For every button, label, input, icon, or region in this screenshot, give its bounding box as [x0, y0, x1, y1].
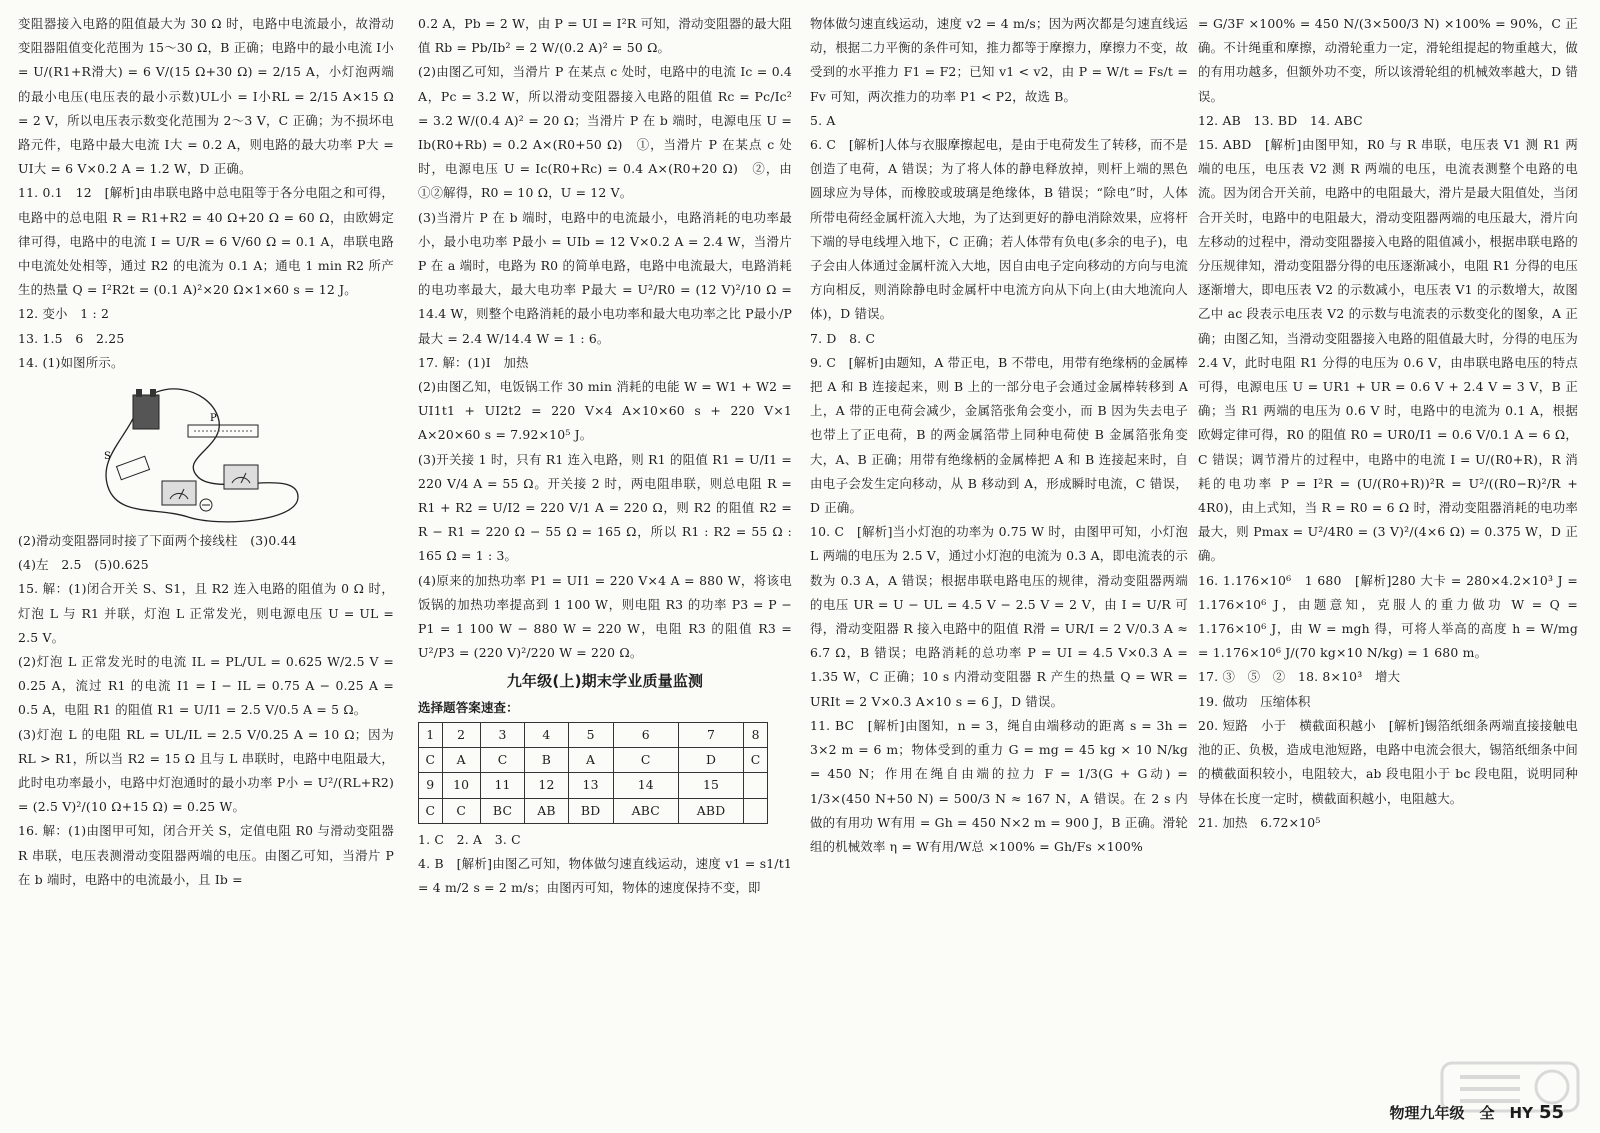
- table-cell: C: [442, 798, 480, 823]
- answer-6: 6. C [解析]人体与衣服摩擦起电，是由于电荷发生了转移，而不是创造了电荷，A 错误；为了将人体的静电释放掉，则杆上端的黑色圆球应为导体，而橡胶或玻璃是绝缘体，B 错误；“除电”时，人体所带电荷经金属杆流入大地，为了达到更好的静电消除效果，应将杆下端的导电线埋入地下，C 正确；若人体带有负电(多余的电子)，电子会由人体通过金属杆流入大地，因自由电子定向移动的方向与电流方向相反，则消除静电时金属杆中电流方向从下向上(由大地流向人体)，D 错误。: [810, 137, 1188, 322]
- table-cell: 10: [442, 773, 480, 798]
- answer-key-table: [418, 722, 768, 824]
- table-row: [419, 773, 768, 798]
- answer-4: 4. B [解析]由图乙可知，物体做匀速直线运动，速度 v1 = s1/t1 = 4 m/2 s = 2 m/s；由图丙可知，物体的速度保持不变，即: [418, 855, 792, 896]
- answer-12-14: 12. AB 13. BD 14. ABC: [1198, 112, 1363, 128]
- answer-16-1: 16. 解：(1)由图甲可知，闭合开关 S，定值电阻 R0 与滑动变阻器 R 串联，电压表测滑动变阻器两端的电压。由图乙可知，当滑片 P 在 b 端时，电路中的电流最小，且 Ib =: [18, 823, 394, 887]
- table-row: [419, 748, 768, 773]
- page-number: 55: [1538, 1102, 1564, 1123]
- circuit-diagram-icon: [98, 377, 318, 527]
- table-row: [419, 722, 768, 747]
- footer-label: 物理九年级 全 HY: [1389, 1104, 1533, 1122]
- answer-14-4: (4)左 2.5 (5)0.625: [18, 557, 149, 573]
- text-column-1: [18, 12, 394, 1092]
- answer-14-2: (2)滑动变阻器同时接了下面两个接线柱 (3)0.44: [18, 533, 297, 549]
- table-cell: 12: [525, 773, 568, 798]
- table-cell: A: [568, 748, 613, 773]
- table-row: [419, 798, 768, 823]
- answer-5: 5. A: [810, 112, 836, 128]
- label-s: S: [104, 451, 112, 463]
- table-cell: BD: [568, 798, 613, 823]
- paragraph: 物体做匀速直线运动，速度 v2 = 4 m/s；因为两次都是匀速直线运动，根据二力平衡的条件可知，推力都等于摩擦力，摩擦力不变，故受到的水平推力 F1 = F2；已知 v1 < v2，由 P = W/t = Fs/t = Fv 可知，两次推力的功率 P1 < P2，故选 B。: [810, 16, 1188, 104]
- table-cell: C: [419, 748, 443, 773]
- answer-11: 11. BC [解析]由图知，n = 3，绳自由端移动的距离 s = 3h = 3×2 m = 6 m；物体受到的重力 G = mg = 45 kg × 10 N/kg = 450 N；作用在绳自由端的拉力 F = 1/3(G + G动) = 1/3×(450 N+50 N) = 500/3 N ≈ 167 N，A 错误。在 2 s 内做的有用功 W有用 = Gh = 450 N×2 m = 900 J，B 正确。滑轮组的机械效率 η = W有用/W总 ×100% = Gh/Fs ×100%: [810, 717, 1188, 854]
- table-cell: 11: [480, 773, 525, 798]
- answer-10: 10. C [解析]当小灯泡的功率为 0.75 W 时，由图甲可知，小灯泡 L 两端的电压为 2.5 V，通过小灯泡的电流为 0.3 A，即电流表的示数为 0.3 A，A 错误；根据串联电路电压的规律，滑动变阻器两端的电压 UR = U − UL = 4.5 V − 2.5 V = 2 V，由 I = U/R 可得，滑动变阻器 R 接入电路中的阻值 R滑 = UR/I = 2 V/0.3 A ≈ 6.7 Ω，B 错误；电路消耗的总功率 P = UI = 4.5 V×0.3 A = 1.35 W，C 正确；10 s 内滑动变阻器 R 产生的热量 Q = WR = URIt = 2 V×0.3 A×10 s = 6 J，D 错误。: [810, 524, 1188, 709]
- table-cell: 14: [613, 773, 678, 798]
- answer-17-4: (4)原来的加热功率 P1 = UI1 = 220 V×4 A = 880 W，将该电饭锅的加热功率提高到 1 100 W，则电阻 R3 的功率 P3 = P − P1 = 1 100 W − 880 W = 220 W，电阻 R3 的阻值 R3 = U²/P3 = (220 V)²/220 W = 220 Ω。: [418, 572, 792, 661]
- answer-16: 16. 1.176×10⁶ 1 680 [解析]280 大卡 = 280×4.2×10³ J = 1.176×10⁶ J，由题意知，克服人的重力做功 W = Q = 1.176×10⁶ J，由 W = mgh 得，可将人举高的高度 h = W/mg = 1.176×10⁶ J/(70 kg×10 N/kg) = 1 680 m。: [1198, 572, 1578, 661]
- answer-15-2: (2)灯泡 L 正常发光时的电流 IL = PL/UL = 0.625 W/2.5 V = 0.25 A，流过 R1 的电流 I1 = I − IL = 0.75 A − 0.25 A = 0.5 A，电阻 R1 的阻值 R1 = U/I1 = 2.5 V/0.5 A = 5 Ω。: [18, 654, 394, 718]
- table-cell: 13: [568, 773, 613, 798]
- table-cell: C: [419, 798, 443, 823]
- table-cell: D: [678, 748, 744, 773]
- table-cell: 2: [442, 722, 480, 747]
- text-column-3: [810, 12, 1188, 1092]
- table-cell: BC: [480, 798, 525, 823]
- paragraph: = G/3F ×100% = 450 N/(3×500/3 N) ×100% = 90%，C 正确。不计绳重和摩擦，动滑轮重力一定，滑轮组提起的物重越大，做的有用功越多，但额外功不变，所以该滑轮组的机械效率越大，D 错误。: [1198, 16, 1578, 104]
- answer-17-18: 17. ③ ⑤ ② 18. 8×10³ 增大: [1198, 669, 1401, 685]
- table-cell: B: [525, 748, 568, 773]
- answer-7-8: 7. D 8. C: [810, 330, 876, 346]
- table-cell: AB: [525, 798, 568, 823]
- table-cell: 8: [744, 722, 768, 747]
- table-cell: 7: [678, 722, 744, 747]
- table-cell: [744, 798, 768, 823]
- table-cell: 4: [525, 722, 568, 747]
- answer-21: 21. 加热 6.72×10⁵: [1198, 814, 1321, 830]
- table-cell: 6: [613, 722, 678, 747]
- table-cell: A: [442, 748, 480, 773]
- table-cell: ABC: [613, 798, 678, 823]
- table-cell: 1: [419, 722, 443, 747]
- table-cell: 3: [480, 722, 525, 747]
- answer-9: 9. C [解析]由题知，A 带正电，B 不带电，用带有绝缘柄的金属棒把 A 和 B 连接起来，则 B 上的一部分电子会通过金属棒转移到 A 上，A 带的正电荷会减少，金属箔张角会变小，而 B 因为失去电子也带上了正电荷，B 的两金属箔带上同种电荷使 B 金属箔张角变大，A、B 正确；用带有绝缘柄的金属棒把 A 和 B 连接起来时，自由电子会发生定向移动，从 B 移动到 A，形成瞬时电流，C 错误，D 正确。: [810, 354, 1188, 516]
- table-cell: ABD: [678, 798, 744, 823]
- paragraph: 0.2 A，Pb = 2 W，由 P = UI = I²R 可知，滑动变阻器的最大阻值 Rb = Pb/Ib² = 2 W/(0.2 A)² = 50 Ω。: [418, 16, 792, 56]
- answer-15-1: 15. 解：(1)闭合开关 S、S1，且 R2 连入电路的阻值为 0 Ω 时，灯泡 L 与 R1 并联，灯泡 L 正常发光，则电源电压 U = UL = 2.5 V。: [18, 581, 394, 645]
- table-cell: C: [744, 748, 768, 773]
- answer-20: 20. 短路 小于 横截面积越小 [解析]锡箔纸细条两端直接接触电池的正、负极，造成电池短路，电路中电流会很大，锡箔纸细条中间的横截面积较小，电阻较大，ab 段电阻小于 bc 段电阻，说明同种导体在长度一定时，横截面积越小，电阻越大。: [1198, 717, 1578, 806]
- circuit-figure: [98, 377, 318, 527]
- table-cell: [744, 773, 768, 798]
- answer-17-1: 17. 解：(1)Ⅰ 加热: [418, 354, 529, 370]
- answer-12: 12. 变小 1 : 2: [18, 306, 110, 322]
- page-footer: [1390, 1102, 1564, 1123]
- paragraph: 变阻器接入电路的阻值最大为 30 Ω 时，电路中电流最小，故滑动变阻器阻值变化范围为 15～30 Ω，B 正确；电路中的最小电流 I小 = U/(R1+R滑大) = 6 V/(15 Ω+30 Ω) = 2/15 A，小灯泡两端的最小电压(电压表的最小示数)UL小 = I小RL = 2/15 A×15 Ω = 2 V，所以电压表示数变化范围为 2～3 V，C 正确；为不损坏电路元件，电路中最大电流 I大 = 0.2 A，则电路的最大功率 P大 = UI大 = 6 V×0.2 A = 1.2 W，D 正确。: [18, 16, 394, 177]
- answer-14: 14. (1)如图所示。: [18, 354, 124, 370]
- answer-15: 15. ABD [解析]由图甲知，R0 与 R 串联，电压表 V1 测 R1 两端的电压，电压表 V2 测 R 两端的电压，电流表测整个电路的电流。因为闭合开关前，电路中的电阻最大，滑片是最大阻值处，当闭合开关时，电路中的电阻最大，滑动变阻器两端的电压最大，滑片向左移动的过程中，滑动变阻器接入电路的阻值减小，根据串联电路的分压规律知，滑动变阻器分得的电压逐渐减小，电阻 R1 分得的电压逐渐增大，即电压表 V2 的示数减小，电压表 V1 的示数增大，故图乙中 ac 段表示电压表 V2 的示数与电流表的示数变化的图象，A 正确；由图乙知，当滑动变阻器接入电路的阻值最大时，分得的电压为 2.4 V，此时电阻 R1 分得的电压为 0.6 V，由串联电路电压的特点可得，电源电压 U = UR1 + UR = 0.6 V + 2.4 V = 3 V，B 正确；当 R1 两端的电压为 0.6 V 时，电路中的电流为 0.1 A，根据欧姆定律可得，R0 的阻值 R0 = UR0/I1 = 0.6 V/0.1 A = 6 Ω，C 错误；调节滑片的过程中，电路中的电流 I = U/(R0+R)，R 消耗的电功率 P = I²R = (U/(R0+R))²R = U²/((R0−R)²/R + 4R0)，由上式知，当 R = R0 = 6 Ω 时，滑动变阻器消耗的电功率最大，则 Pmax = U²/4R0 = (3 V)²/(4×6 Ω) = 0.375 W，D 正确。: [1198, 137, 1578, 564]
- answer-17-2: (2)由图乙知，电饭锅工作 30 min 消耗的电能 W = W1 + W2 = UI1t1 + UI2t2 = 220 V×4 A×10×60 s + 220 V×1 A×20×60 s = 7.92×10⁵ J。: [418, 379, 792, 443]
- answer-15-3: (3)灯泡 L 的电阻 RL = UL/IL = 2.5 V/0.25 A = 10 Ω；因为 RL > R1，所以当 R2 = 15 Ω 且与 L 串联时，电路中电阻最大，此时电功率最小，电路中灯泡通时的最小功率 P小 = U²/(RL+R2) = (2.5 V)²/(10 Ω+15 Ω) = 0.25 W。: [18, 726, 394, 815]
- answer-16-2: (2)由图乙可知，当滑片 P 在某点 c 处时，电路中的电流 Ic = 0.4 A，Pc = 3.2 W，所以滑动变阻器接入电路的阻值 Rc = Pc/Ic² = 3.2 W/(0.4 A)² = 20 Ω；当滑片 P 在 b 端时，电源电压 U = Ib(R0+Rb) = 0.2 A×(R0+50 Ω) ①，当滑片 P 在某点 c 处时，电源电压 U = Ic(R0+Rc) = 0.4 A×(R0+20 Ω) ②，由①②解得，R0 = 10 Ω，U = 12 V。: [418, 64, 792, 201]
- table-cell: 15: [678, 773, 744, 798]
- answer-key-title: 选择题答案速查：: [418, 699, 519, 715]
- answer-19: 19. 做功 压缩体积: [1198, 693, 1311, 709]
- section-title: 九年级(上)期末学业质量监测: [506, 672, 704, 691]
- text-column-2: [418, 12, 792, 1092]
- label-p: P: [210, 413, 217, 425]
- table-cell: 9: [419, 773, 443, 798]
- text-column-4: [1198, 12, 1578, 1092]
- answer-13: 13. 1.5 6 2.25: [18, 330, 125, 346]
- table-cell: C: [613, 748, 678, 773]
- table-cell: 5: [568, 722, 613, 747]
- answer-11: 11. 0.1 12 [解析]由串联电路中总电阻等于各分电阻之和可得，电路中的总电阻 R = R1+R2 = 40 Ω+20 Ω = 60 Ω，由欧姆定律可得，电路中的电流 I = U/R = 6 V/60 Ω = 0.1 A，串联电路中电流处处相等，通过 R2 的电流为 0.1 A；通电 1 min R2 所产生的热量 Q = I²R2t = (0.1 A)²×20 Ω×1×60 s = 12 J。: [18, 185, 394, 298]
- table-cell: C: [480, 748, 525, 773]
- answer-17-3: (3)开关接 1 时，只有 R1 连入电路，则 R1 的阻值 R1 = U/I1 = 220 V/4 A = 55 Ω。开关接 2 时，两电阻串联，则总电阻 R = R1 + R2 = U/I2 = 220 V/1 A = 220 Ω，则 R2 的阻值 R2 = R − R1 = 220 Ω − 55 Ω = 165 Ω，所以 R1 : R2 = 55 Ω : 165 Ω = 1 : 3。: [418, 451, 792, 564]
- answer-16-3: (3)当滑片 P 在 b 端时，电路中的电流最小，电路消耗的电功率最小，最小电功率 P最小 = UIb = 12 V×0.2 A = 2.4 W，当滑片 P 在 a 端时，电路为 R0 的简单电路，电路中电流最大，电路消耗的电功率最大，最大电功率 P最大 = U²/R0 = (12 V)²/10 Ω = 14.4 W，则整个电路消耗的最小电功率和最大电功率之比 P最小/P最大 = 2.4 W/14.4 W = 1 : 6。: [418, 209, 792, 346]
- answers-1-3: 1. C 2. A 3. C: [418, 831, 521, 847]
